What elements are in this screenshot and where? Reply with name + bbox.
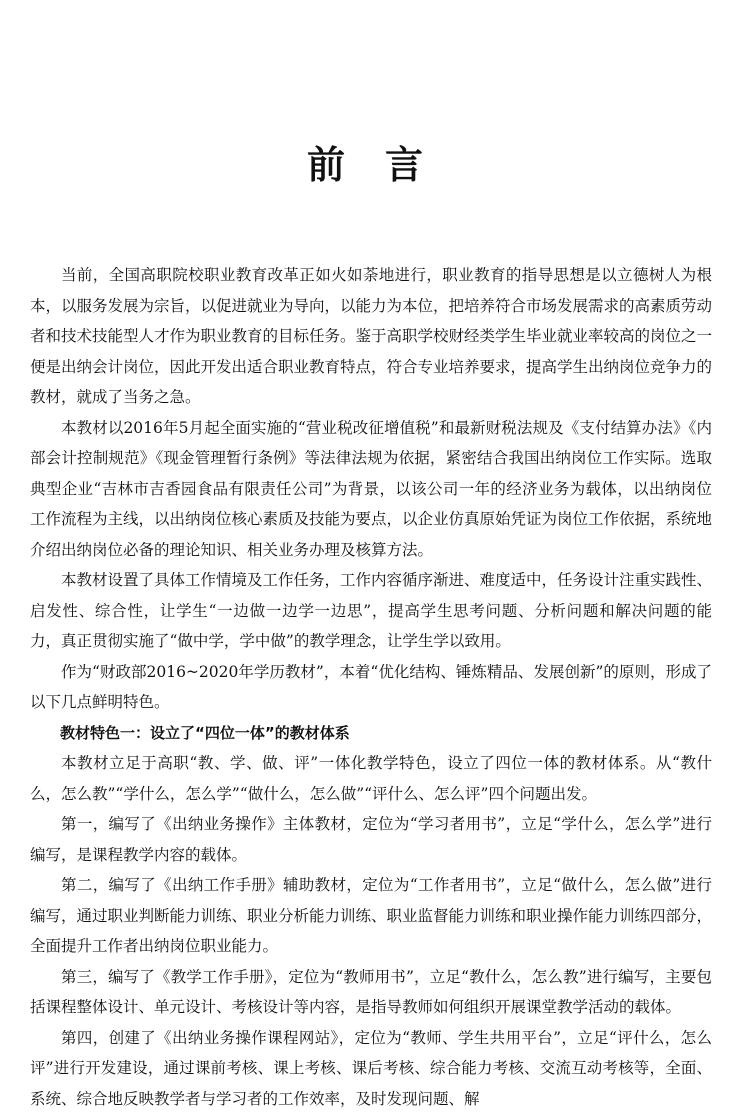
paragraph: 当前，全国高职院校职业教育改革正如火如荼地进行，职业教育的指导思想是以立德树人为根本，以服务发展为宗旨，以促进就业为导向，以能力为本位，把培养符合市场发展需求的高素质劳动者和技术技能型人才作为职业教育的目标任务。鉴于高职学校财经类学生毕业就业率较高的岗位之一便是出纳会计岗位，因此开发出适合职业教育特点，符合专业培养要求，提高学生出纳岗位竞争力的教材，就成了当务之急。 bbox=[30, 260, 712, 413]
paragraph: 第三，编写了《教学工作手册》，定位为“教师用书”，立足“教什么，怎么教”进行编写，主要包括课程整体设计、单元设计、考核设计等内容，是指导教师如何组织开展课堂教学活动的载体。 bbox=[30, 962, 712, 1023]
page-title: 前言 bbox=[0, 141, 730, 189]
section-heading: 教材特色一：设立了“四位一体”的教材体系 bbox=[30, 718, 712, 749]
paragraph: 本教材设置了具体工作情境及工作任务，工作内容循序渐进、难度适中，任务设计注重实践性、启发性、综合性，让学生“一边做一边学一边思”，提高学生思考问题、分析问题和解决问题的能力，真正贯彻实施了“做中学，学中做”的教学理念，让学生学以致用。 bbox=[30, 565, 712, 657]
body-text bbox=[30, 260, 712, 1114]
paragraph: 第四，创建了《出纳业务操作课程网站》，定位为“教师、学生共用平台”，立足“评什么，怎么评”进行开发建设，通过课前考核、课上考核、课后考核、综合能力考核、交流互动考核等，全面、系统、综合地反映教学者与学习者的工作效率，及时发现问题、解 bbox=[30, 1023, 712, 1114]
paragraph: 本教材以2016年5月起全面实施的“营业税改征增值税”和最新财税法规及《支付结算办法》《内部会计控制规范》《现金管理暂行条例》等法律法规为依据，紧密结合我国出纳岗位工作实际。选取典型企业“吉林市吉香园食品有限责任公司”为背景，以该公司一年的经济业务为载体，以出纳岗位工作流程为主线，以出纳岗位核心素质及技能为要点，以企业仿真原始凭证为岗位工作依据，系统地介绍出纳岗位必备的理论知识、相关业务办理及核算方法。 bbox=[30, 413, 712, 566]
paragraph: 第一，编写了《出纳业务操作》主体教材，定位为“学习者用书”，立足“学什么，怎么学”进行编写，是课程教学内容的载体。 bbox=[30, 809, 712, 870]
paragraph: 本教材立足于高职“教、学、做、评”一体化教学特色，设立了四位一体的教材体系。从“教什么，怎么教”“学什么，怎么学”“做什么，怎么做”“评什么、怎么评”四个问题出发。 bbox=[30, 748, 712, 809]
paragraph: 第二，编写了《出纳工作手册》辅助教材，定位为“工作者用书”，立足“做什么，怎么做”进行编写，通过职业判断能力训练、职业分析能力训练、职业监督能力训练和职业操作能力训练四部分，全面提升工作者出纳岗位职业能力。 bbox=[30, 870, 712, 962]
paragraph: 作为“财政部2016~2020年学历教材”，本着“优化结构、锤炼精品、发展创新”的原则，形成了以下几点鲜明特色。 bbox=[30, 657, 712, 718]
